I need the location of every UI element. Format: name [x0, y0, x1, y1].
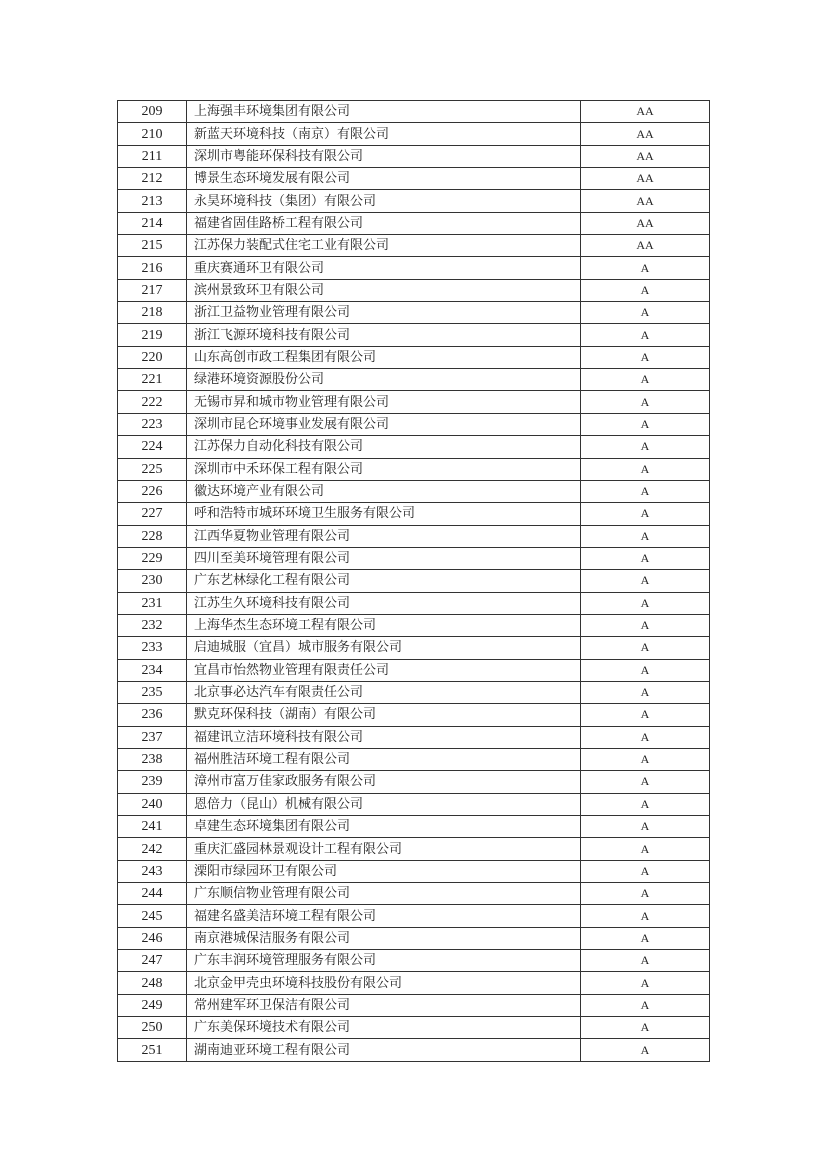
row-number: 240 [118, 793, 187, 815]
row-number: 244 [118, 883, 187, 905]
credit-grade: A [581, 950, 710, 972]
table-row [118, 816, 710, 838]
credit-grade: A [581, 346, 710, 368]
table-row [118, 771, 710, 793]
credit-grade: A [581, 391, 710, 413]
table-row [118, 950, 710, 972]
company-name: 浙江卫益物业管理有限公司 [187, 302, 581, 324]
row-number: 233 [118, 637, 187, 659]
credit-grade: AA [581, 101, 710, 123]
table-row [118, 927, 710, 949]
table-row [118, 614, 710, 636]
credit-grade: A [581, 458, 710, 480]
row-number: 214 [118, 212, 187, 234]
credit-grade: A [581, 436, 710, 458]
row-number: 228 [118, 525, 187, 547]
credit-grade: A [581, 637, 710, 659]
credit-grade: AA [581, 212, 710, 234]
row-number: 236 [118, 704, 187, 726]
company-name: 宜昌市怡然物业管理有限责任公司 [187, 659, 581, 681]
row-number: 229 [118, 547, 187, 569]
credit-grade: AA [581, 235, 710, 257]
row-number: 231 [118, 592, 187, 614]
table-row [118, 905, 710, 927]
company-name: 广东丰润环境管理服务有限公司 [187, 950, 581, 972]
credit-grade: AA [581, 168, 710, 190]
company-name: 卓建生态环境集团有限公司 [187, 816, 581, 838]
company-name: 深圳市中禾环保工程有限公司 [187, 458, 581, 480]
company-name: 湖南迪亚环境工程有限公司 [187, 1039, 581, 1061]
table-row [118, 302, 710, 324]
table-row [118, 480, 710, 502]
row-number: 226 [118, 480, 187, 502]
row-number: 217 [118, 279, 187, 301]
credit-grade: AA [581, 190, 710, 212]
table-row [118, 235, 710, 257]
company-name: 山东高创市政工程集团有限公司 [187, 346, 581, 368]
credit-grade: A [581, 793, 710, 815]
credit-grade: A [581, 816, 710, 838]
company-name: 重庆赛通环卫有限公司 [187, 257, 581, 279]
table-row [118, 570, 710, 592]
company-name: 深圳市昆仑环境事业发展有限公司 [187, 413, 581, 435]
company-name: 漳州市富万佳家政服务有限公司 [187, 771, 581, 793]
row-number: 239 [118, 771, 187, 793]
row-number: 210 [118, 123, 187, 145]
credit-grade: A [581, 279, 710, 301]
table-body [118, 101, 710, 1062]
row-number: 211 [118, 145, 187, 167]
company-name: 绿港环境资源股份公司 [187, 369, 581, 391]
row-number: 245 [118, 905, 187, 927]
table-row [118, 279, 710, 301]
row-number: 223 [118, 413, 187, 435]
credit-grade: AA [581, 123, 710, 145]
table-row [118, 838, 710, 860]
credit-grade: A [581, 838, 710, 860]
table-row [118, 212, 710, 234]
credit-grade: A [581, 726, 710, 748]
table-row [118, 793, 710, 815]
row-number: 209 [118, 101, 187, 123]
row-number: 249 [118, 994, 187, 1016]
company-name: 福州胜洁环境工程有限公司 [187, 748, 581, 770]
row-number: 248 [118, 972, 187, 994]
row-number: 222 [118, 391, 187, 413]
company-name: 启迪城服（宜昌）城市服务有限公司 [187, 637, 581, 659]
table-row [118, 503, 710, 525]
credit-grade: A [581, 905, 710, 927]
table-row [118, 190, 710, 212]
row-number: 251 [118, 1039, 187, 1061]
company-name: 重庆汇盛园林景观设计工程有限公司 [187, 838, 581, 860]
company-name: 江苏生久环境科技有限公司 [187, 592, 581, 614]
company-name: 上海强丰环境集团有限公司 [187, 101, 581, 123]
row-number: 215 [118, 235, 187, 257]
company-name: 四川至美环境管理有限公司 [187, 547, 581, 569]
row-number: 212 [118, 168, 187, 190]
credit-grade: A [581, 503, 710, 525]
table-row [118, 145, 710, 167]
company-name: 北京金甲壳虫环境科技股份有限公司 [187, 972, 581, 994]
table-row [118, 748, 710, 770]
row-number: 232 [118, 614, 187, 636]
credit-grade: A [581, 570, 710, 592]
company-name: 北京事必达汽车有限责任公司 [187, 681, 581, 703]
row-number: 220 [118, 346, 187, 368]
credit-grade: A [581, 1039, 710, 1061]
row-number: 218 [118, 302, 187, 324]
company-name: 上海华杰生态环境工程有限公司 [187, 614, 581, 636]
row-number: 243 [118, 860, 187, 882]
table-row [118, 994, 710, 1016]
credit-grade: A [581, 972, 710, 994]
company-name: 江苏保力装配式住宅工业有限公司 [187, 235, 581, 257]
table-row [118, 1017, 710, 1039]
row-number: 250 [118, 1017, 187, 1039]
row-number: 242 [118, 838, 187, 860]
table-row [118, 123, 710, 145]
row-number: 227 [118, 503, 187, 525]
company-name: 福建讯立洁环境科技有限公司 [187, 726, 581, 748]
company-name: 江西华夏物业管理有限公司 [187, 525, 581, 547]
row-number: 216 [118, 257, 187, 279]
table-row [118, 369, 710, 391]
company-name: 溧阳市绿园环卫有限公司 [187, 860, 581, 882]
company-name: 江苏保力自动化科技有限公司 [187, 436, 581, 458]
table-row [118, 883, 710, 905]
credit-grade: A [581, 480, 710, 502]
credit-grade: A [581, 748, 710, 770]
row-number: 221 [118, 369, 187, 391]
table-row [118, 101, 710, 123]
credit-grade: A [581, 257, 710, 279]
company-name: 徽达环境产业有限公司 [187, 480, 581, 502]
credit-grade: A [581, 994, 710, 1016]
table-row [118, 972, 710, 994]
credit-grade: A [581, 413, 710, 435]
table-row [118, 346, 710, 368]
row-number: 213 [118, 190, 187, 212]
credit-grade: A [581, 704, 710, 726]
row-number: 234 [118, 659, 187, 681]
credit-grade: A [581, 927, 710, 949]
table-row [118, 547, 710, 569]
credit-grade: A [581, 860, 710, 882]
credit-grade: A [581, 771, 710, 793]
table-row [118, 659, 710, 681]
credit-grade: A [581, 547, 710, 569]
company-name: 广东艺林绿化工程有限公司 [187, 570, 581, 592]
row-number: 241 [118, 816, 187, 838]
company-name: 深圳市粤能环保科技有限公司 [187, 145, 581, 167]
row-number: 224 [118, 436, 187, 458]
company-name: 新蓝天环境科技（南京）有限公司 [187, 123, 581, 145]
row-number: 235 [118, 681, 187, 703]
table-row [118, 726, 710, 748]
company-name: 滨州景致环卫有限公司 [187, 279, 581, 301]
credit-grade: A [581, 1017, 710, 1039]
row-number: 230 [118, 570, 187, 592]
credit-grade: A [581, 883, 710, 905]
table-row [118, 525, 710, 547]
credit-grade: A [581, 614, 710, 636]
table-row [118, 592, 710, 614]
table-row [118, 458, 710, 480]
row-number: 237 [118, 726, 187, 748]
table-row [118, 257, 710, 279]
row-number: 219 [118, 324, 187, 346]
company-name: 常州建军环卫保洁有限公司 [187, 994, 581, 1016]
table-row [118, 704, 710, 726]
company-name: 无锡市昇和城市物业管理有限公司 [187, 391, 581, 413]
row-number: 247 [118, 950, 187, 972]
table-row [118, 860, 710, 882]
row-number: 238 [118, 748, 187, 770]
row-number: 246 [118, 927, 187, 949]
table-row [118, 436, 710, 458]
company-name: 广东顺信物业管理有限公司 [187, 883, 581, 905]
credit-grade: A [581, 369, 710, 391]
table-row [118, 413, 710, 435]
row-number: 225 [118, 458, 187, 480]
table-row [118, 681, 710, 703]
credit-grade: A [581, 659, 710, 681]
credit-grade: A [581, 525, 710, 547]
credit-grade: A [581, 592, 710, 614]
company-name: 南京港城保洁服务有限公司 [187, 927, 581, 949]
table-row [118, 637, 710, 659]
company-name: 广东美保环境技术有限公司 [187, 1017, 581, 1039]
table-row [118, 324, 710, 346]
company-name: 永昊环境科技（集团）有限公司 [187, 190, 581, 212]
credit-grade: AA [581, 145, 710, 167]
company-name: 呼和浩特市城环环境卫生服务有限公司 [187, 503, 581, 525]
table-row [118, 168, 710, 190]
credit-grade: A [581, 302, 710, 324]
credit-grade: A [581, 324, 710, 346]
company-name: 浙江飞源环境科技有限公司 [187, 324, 581, 346]
credit-grade: A [581, 681, 710, 703]
company-name: 恩倍力（昆山）机械有限公司 [187, 793, 581, 815]
company-name: 默克环保科技（湖南）有限公司 [187, 704, 581, 726]
company-rating-table [117, 100, 710, 1062]
company-name: 博景生态环境发展有限公司 [187, 168, 581, 190]
company-name: 福建名盛美洁环境工程有限公司 [187, 905, 581, 927]
company-name: 福建省固佳路桥工程有限公司 [187, 212, 581, 234]
table-row [118, 391, 710, 413]
table-row [118, 1039, 710, 1061]
